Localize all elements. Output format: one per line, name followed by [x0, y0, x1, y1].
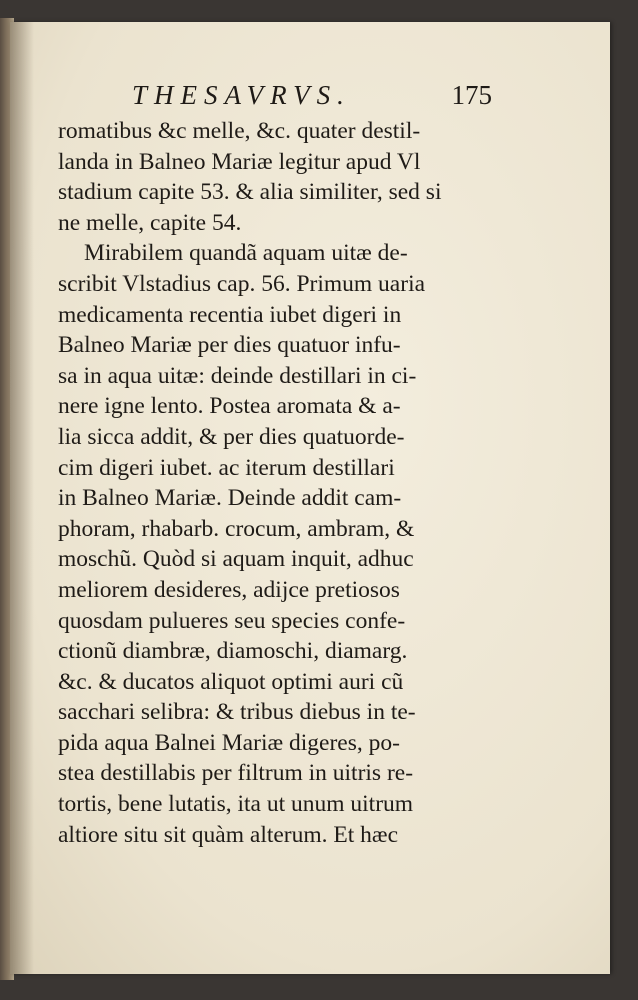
text-line: tortis, bene lutatis, ita ut unum uitrum: [58, 791, 414, 818]
text-line: phoram, rhabarb. crocum, ambram, &: [58, 515, 415, 542]
body-text: [58, 116, 468, 850]
text-line: stea destillabis per filtrum in uitris re-: [58, 760, 414, 787]
text-line: cim digeri iubet. ac iterum destillari: [58, 454, 395, 481]
text-line: quosdam pulueres seu species confe-: [58, 607, 406, 634]
text-line: altiore situ sit quàm alterum. Et hæc: [58, 821, 399, 848]
page-number: 175: [451, 80, 492, 110]
text-line: sa in aqua uitæ: deinde destillari in ci-: [58, 362, 417, 389]
page-header: [132, 78, 492, 112]
text-line: ne melle, capite 54.: [58, 209, 242, 236]
text-line: sacchari selibra: & tribus diebus in te-: [58, 699, 416, 726]
text-line: in Balneo Mariæ. Deinde addit cam-: [58, 485, 402, 512]
paragraph-start-line: Mirabilem quandã aquam uitæ de-: [84, 240, 408, 267]
text-line: pida aqua Balnei Mariæ digeres, po-: [58, 729, 400, 756]
text-line: &c. & ducatos aliquot optimi auri cũ: [58, 668, 404, 695]
text-line: ctionũ diambræ, diamoschi, diamarg.: [58, 638, 408, 665]
running-title: THESAVRVS.: [132, 80, 351, 110]
text-line: scribit Vlstadius cap. 56. Primum uaria: [58, 270, 426, 297]
text-line: medicamenta recentia iubet digeri in: [58, 301, 402, 328]
text-line: romatibus &c melle, &c. quater destil-: [58, 118, 421, 144]
text-line: meliorem desideres, adijce pretiosos: [58, 576, 400, 603]
text-line: moschũ. Quòd si aquam inquit, adhuc: [58, 546, 414, 573]
text-line: landa in Balneo Mariæ legitur apud Vl: [58, 148, 421, 175]
text-line: nere igne lento. Postea aromata & a-: [58, 393, 401, 420]
text-line: Balneo Mariæ per dies quatuor infu-: [58, 332, 401, 359]
gutter-shadow: [10, 22, 34, 974]
text-line: stadium capite 53. & alia similiter, sed si: [58, 179, 442, 206]
text-line: lia sicca addit, & per dies quatuorde-: [58, 423, 405, 450]
